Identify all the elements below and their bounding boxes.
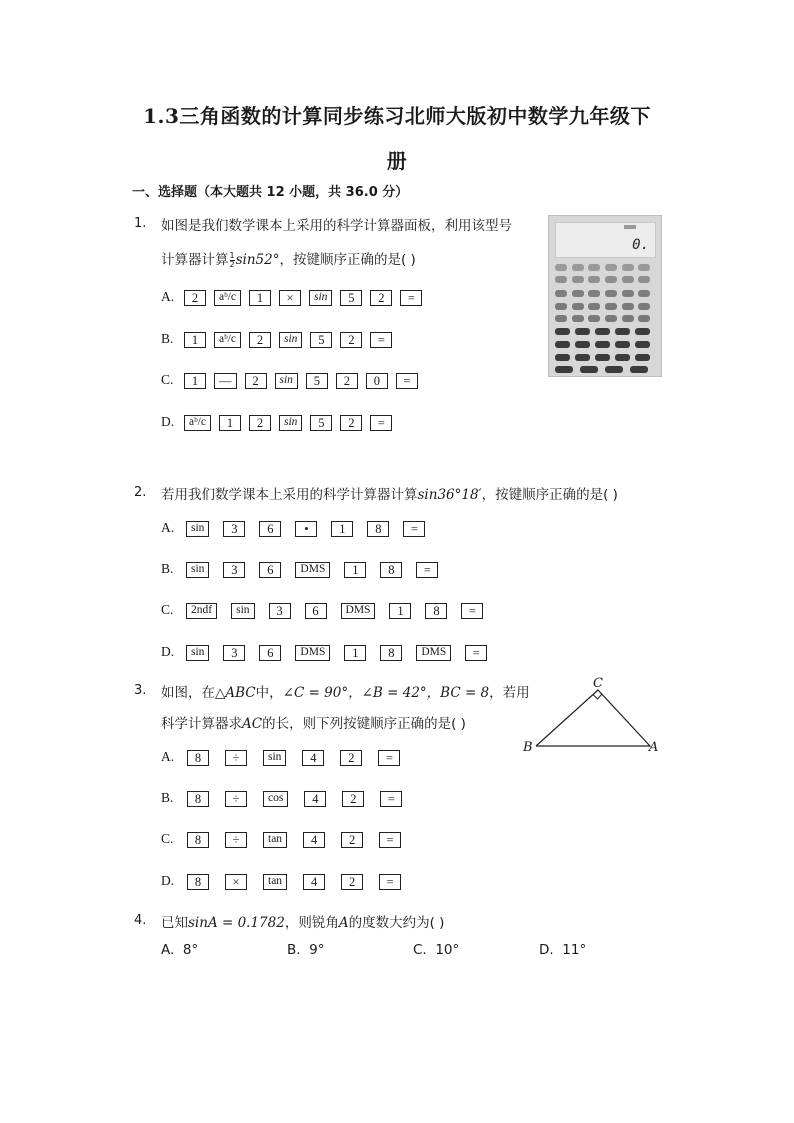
q3-option-d-label[interactable]: D. (161, 873, 175, 888)
calculator-key: sin (279, 415, 302, 431)
calculator-button (555, 276, 567, 283)
q1-option-a-key-sequence (184, 290, 430, 306)
calculator-key: 4 (302, 750, 324, 766)
calculator-button (595, 328, 610, 335)
calculator-button (588, 315, 600, 322)
q1-option-b-label[interactable]: B. (161, 331, 174, 346)
calculator-button (605, 366, 623, 373)
calculator-key: tan (263, 832, 287, 848)
q2-option-a-key-sequence (186, 521, 439, 537)
calculator-key: sin (186, 521, 209, 537)
section-heading: 一、选择题（本大题共 12 小题，共 36.0 分） (132, 185, 409, 200)
q2-option-c-label[interactable]: C. (161, 602, 174, 617)
calculator-key: 2 (249, 332, 271, 348)
q2-option-b-key-sequence (186, 562, 452, 578)
q3-option-d-key-sequence (187, 874, 417, 890)
question-3-number: 3. (134, 683, 147, 698)
calculator-key: 1 (389, 603, 411, 619)
calculator-key: 8 (380, 645, 402, 661)
q1-option-c-key-sequence (184, 373, 426, 389)
calculator-key: 2ndf (186, 603, 217, 619)
question-1-number: 1. (134, 216, 147, 231)
calculator-key: 2 (184, 290, 206, 306)
calculator-key: = (378, 750, 400, 766)
calculator-key: 6 (259, 562, 281, 578)
calculator-key: 4 (303, 832, 325, 848)
question-2-text: 若用我们数学课本上采用的科学计算器计算sin36°18′，按键顺序正确的是( ) (161, 487, 618, 503)
calculator-button (595, 354, 610, 361)
calculator-key: 3 (223, 562, 245, 578)
calculator-key: sin (275, 373, 298, 389)
calculator-button (588, 303, 600, 310)
calculator-key: 8 (187, 791, 209, 807)
calculator-key: DMS (416, 645, 451, 661)
calculator-key: 8 (380, 562, 402, 578)
question-4-number: 4. (134, 913, 147, 928)
calculator-key: 5 (310, 332, 332, 348)
calculator-key: = (379, 832, 401, 848)
calculator-key: = (370, 415, 392, 431)
calculator-button (622, 303, 634, 310)
q3-option-c-key-sequence (187, 832, 417, 848)
calculator-key: 0 (366, 373, 388, 389)
question-1-line2: 计算器计算 $\frac{1}{2}$ sin52°，按键顺序正确的是( ) (161, 250, 416, 269)
calculator-button (575, 328, 590, 335)
calculator-key: × (225, 874, 247, 890)
q1-option-d-key-sequence (184, 415, 400, 431)
calculator-button (622, 264, 634, 271)
calculator-key: sin (263, 750, 286, 766)
question-2-number: 2. (134, 485, 147, 500)
calculator-key: sin (186, 562, 209, 578)
calculator-key: = (461, 603, 483, 619)
calculator-key: = (396, 373, 418, 389)
calculator-display: 0. (632, 237, 649, 253)
calculator-key: 2 (341, 832, 363, 848)
calculator-key: sin (279, 332, 302, 348)
calculator-key: 8 (367, 521, 389, 537)
calculator-key: aᵇ/c (184, 415, 211, 431)
calculator-key: 3 (223, 521, 245, 537)
calculator-key: = (400, 290, 422, 306)
calculator-key: 2 (340, 750, 362, 766)
calculator-key: 2 (336, 373, 358, 389)
calculator-key: = (370, 332, 392, 348)
calculator-key: 1 (184, 332, 206, 348)
calculator-key: 2 (370, 290, 392, 306)
calculator-button (622, 290, 634, 297)
calculator-key: aᵇ/c (214, 332, 241, 348)
calculator-key: 2 (342, 791, 364, 807)
calculator-button (555, 354, 570, 361)
calculator-key: cos (263, 791, 288, 807)
calculator-button (572, 264, 584, 271)
question-4-option-b[interactable]: B. 9° (287, 942, 325, 958)
calculator-button (555, 341, 570, 348)
calculator-key: 1 (344, 645, 366, 661)
calculator-button (575, 341, 590, 348)
calculator-button (638, 303, 650, 310)
calculator-key: ÷ (225, 750, 247, 766)
calculator-button (638, 290, 650, 297)
calculator-button (555, 303, 567, 310)
calculator-button (622, 276, 634, 283)
question-1-line1: 如图是我们数学课本上采用的科学计算器面板，利用该型号 (161, 218, 512, 234)
vertex-label-a: A (649, 740, 659, 755)
calculator-button (555, 366, 573, 373)
q3-option-a-label[interactable]: A. (161, 749, 175, 764)
calculator-button (605, 315, 617, 322)
calculator-key: = (403, 521, 425, 537)
calculator-key: 4 (303, 874, 325, 890)
calculator-key: DMS (295, 562, 330, 578)
calculator-button (588, 276, 600, 283)
calculator-key: 6 (259, 645, 281, 661)
calculator-key: sin (231, 603, 254, 619)
calculator-button (638, 264, 650, 271)
q2-option-b-label[interactable]: B. (161, 561, 174, 576)
q2-option-c-key-sequence (186, 603, 497, 619)
calculator-button (575, 354, 590, 361)
calculator-key: = (379, 874, 401, 890)
vertex-label-b: B (523, 740, 533, 755)
calculator-button (572, 276, 584, 283)
calculator-key: = (465, 645, 487, 661)
calculator-button (605, 264, 617, 271)
question-4-text: 已知sinA = 0.1782，则锐角A的度数大约为( ) (161, 915, 445, 931)
calculator-button (615, 328, 630, 335)
calculator-button (588, 290, 600, 297)
calculator-button (635, 328, 650, 335)
calculator-button (638, 276, 650, 283)
calculator-button (615, 341, 630, 348)
fraction-one-half: $\frac{1}{2}$ (229, 250, 235, 269)
calculator-button (605, 290, 617, 297)
question-4-option-d[interactable]: D. 11° (539, 942, 587, 958)
scientific-calculator-image (548, 215, 662, 377)
document-title-line2: 册 (386, 149, 408, 173)
q2-option-d-label[interactable]: D. (161, 644, 175, 659)
calculator-key: — (214, 373, 237, 389)
calculator-key: 1 (219, 415, 241, 431)
triangle-outline (536, 690, 650, 746)
calculator-key: = (416, 562, 438, 578)
calculator-key: ÷ (225, 832, 247, 848)
calculator-key: 8 (425, 603, 447, 619)
calculator-button (635, 354, 650, 361)
calculator-button (555, 328, 570, 335)
calculator-key: 8 (187, 750, 209, 766)
calculator-button (572, 290, 584, 297)
calculator-key: 8 (187, 832, 209, 848)
vertex-label-c: C (593, 676, 603, 691)
calculator-key: 5 (310, 415, 332, 431)
calculator-button (635, 341, 650, 348)
calculator-key: 6 (305, 603, 327, 619)
calculator-screen (555, 222, 656, 258)
question-4-option-a[interactable]: A. 8° (161, 942, 199, 958)
calculator-button (630, 366, 648, 373)
question-3-line2: 科学计算器求AC的长，则下列按键顺序正确的是( ) (161, 716, 466, 732)
calculator-key: ÷ (225, 791, 247, 807)
calculator-key: DMS (341, 603, 376, 619)
calculator-key: sin (186, 645, 209, 661)
q1-option-c-label[interactable]: C. (161, 372, 174, 387)
calculator-key: 2 (341, 874, 363, 890)
calculator-key: • (295, 521, 317, 537)
calculator-key: = (380, 791, 402, 807)
q1-option-b-key-sequence (184, 332, 400, 348)
calculator-button (605, 276, 617, 283)
question-4-option-c[interactable]: C. 10° (413, 942, 460, 958)
calculator-button (555, 264, 567, 271)
q1-option-a-label[interactable]: A. (161, 289, 175, 304)
calculator-key: sin (309, 290, 332, 306)
calculator-key: 5 (340, 290, 362, 306)
calculator-key: 8 (187, 874, 209, 890)
calculator-button (605, 303, 617, 310)
calculator-button (580, 366, 598, 373)
calculator-button (588, 264, 600, 271)
calculator-key: 2 (249, 415, 271, 431)
q2-option-a-label[interactable]: A. (161, 520, 175, 535)
calculator-button (622, 315, 634, 322)
question-3-line1: 如图，在△ABC中，∠C = 90°，∠B = 42°，BC = 8，若用 (161, 685, 530, 701)
document-title-line1: 1.3三角函数的计算同步练习北师大版初中数学九年级下 (143, 104, 651, 128)
calculator-key: × (279, 290, 301, 306)
q3-option-c-label[interactable]: C. (161, 831, 174, 846)
right-angle-mark (593, 694, 602, 699)
calculator-key: 1 (331, 521, 353, 537)
calculator-button (615, 354, 630, 361)
calculator-button (555, 315, 567, 322)
calculator-key: 3 (223, 645, 245, 661)
calculator-key: DMS (295, 645, 330, 661)
calculator-key: 1 (344, 562, 366, 578)
calculator-key: 5 (306, 373, 328, 389)
q1-option-d-label[interactable]: D. (161, 414, 175, 429)
calculator-button (555, 290, 567, 297)
calculator-key: 6 (259, 521, 281, 537)
calculator-key: 3 (269, 603, 291, 619)
calculator-key: 1 (249, 290, 271, 306)
q3-option-b-key-sequence (187, 791, 418, 807)
calculator-key: 1 (184, 373, 206, 389)
calculator-button (572, 303, 584, 310)
q3-option-a-key-sequence (187, 750, 416, 766)
calculator-key: 2 (245, 373, 267, 389)
q3-option-b-label[interactable]: B. (161, 790, 174, 805)
calculator-key: 4 (304, 791, 326, 807)
q2-option-d-key-sequence (186, 645, 501, 661)
calculator-button (572, 315, 584, 322)
calculator-key: aᵇ/c (214, 290, 241, 306)
calculator-button (638, 315, 650, 322)
calculator-key: 2 (340, 415, 362, 431)
calculator-button (595, 341, 610, 348)
calculator-key: tan (263, 874, 287, 890)
calculator-key: 2 (340, 332, 362, 348)
